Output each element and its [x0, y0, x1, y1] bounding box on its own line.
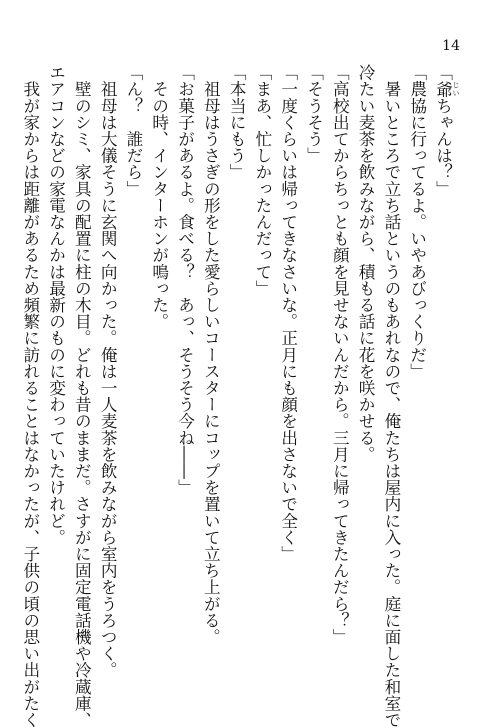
text-line-13: 「ん？ 誰だら」 [123, 64, 143, 197]
text-line-9: 「本当にもう」 [227, 64, 247, 181]
text-line-5: 「高校出てからちっとも顔を見せないんだから。三月に帰ってきたんだら？」 [330, 64, 350, 645]
text-line-10: 祖母はうさぎの形をした愛らしいコースターにコップを置いて立ち上がる。 [201, 64, 221, 645]
text-line-16: エアコンなどの家電なんかは最新のものに変わっていたけれど。 [46, 64, 66, 546]
page-number: 14 [442, 38, 460, 54]
text-line-11: 「お菓子があるよ。食べる？ あっ、そうそう今ね――」 [175, 64, 195, 496]
text-line-15: 壁のシミ、家具の配置に柱の木目。どれも昔のままだ。さすがに固定電話機や冷蔵庫、 [72, 64, 92, 728]
text-line-12: その時、インターホンが鳴った。 [149, 64, 169, 330]
text-line-6: 「そうそう」 [304, 64, 324, 164]
text-line-8: 「まあ、忙しかったんだって」 [252, 64, 272, 297]
text-line-7: 「一度くらいは帰ってきなさいな。正月にも顔を出さないで全く」 [278, 64, 298, 562]
text-line-4: 冷たい麦茶を飲みながら、積もる話に花を咲かせる。 [356, 64, 376, 463]
text-line-17: 我が家からは距離があるため頻繁に訪れることはなかったが、子供の頃の思い出がたく [20, 64, 40, 728]
text-line-3: 暑いところで立ち話というのもあれなので、俺たちは屋内に入った。庭に面した和室で [381, 64, 401, 728]
text-line-1: 「爺 じいちゃんは？」 [433, 64, 460, 197]
novel-text [20, 64, 460, 728]
text-line-2: 「農協に行ってるよ。いやあびっくりだ」 [407, 64, 427, 380]
text-line-14: 祖母は大儀そうに玄関へ向かった。俺は一人麦茶を飲みながら室内をうろつく。 [98, 64, 118, 679]
ruby-grandpa: 爺 じい [433, 80, 460, 98]
